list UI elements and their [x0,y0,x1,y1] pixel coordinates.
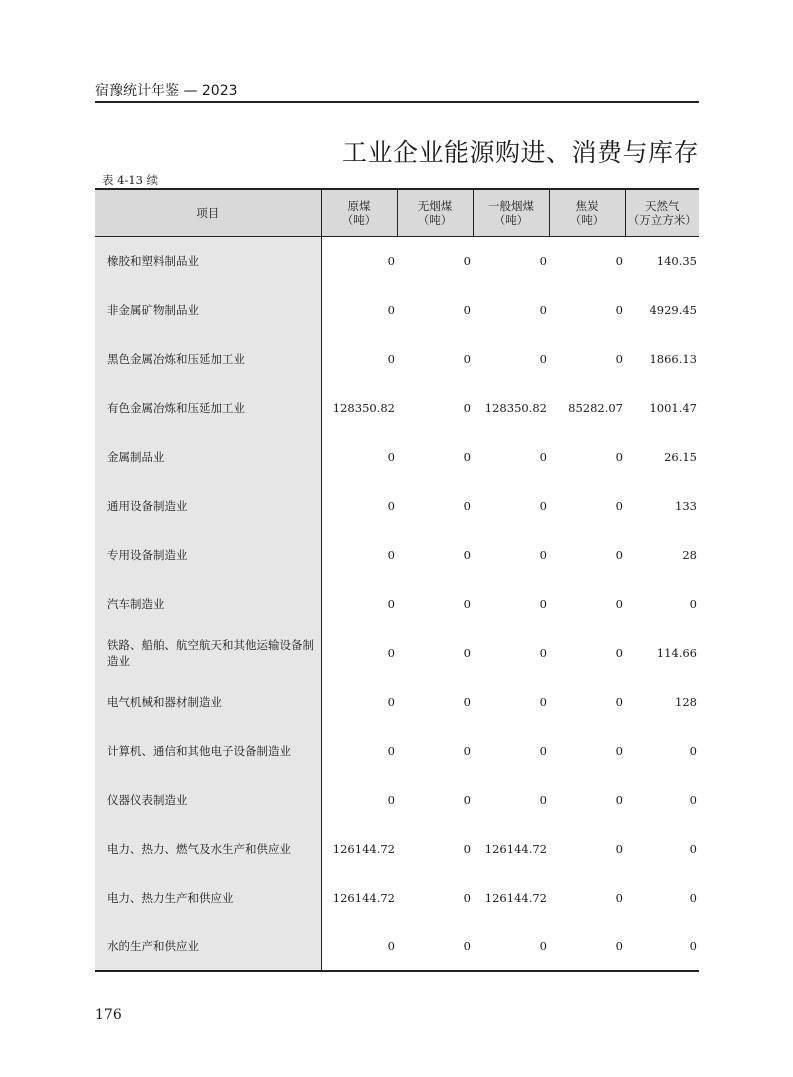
column-header-unit: （吨） [493,212,529,227]
table-cell: 0 [463,596,471,611]
table-cell: 128 [675,694,697,709]
table-cell: 0 [321,922,397,971]
table-cell: 0 [615,743,623,758]
running-header: 宿豫统计年鉴 — 2023 [95,83,238,99]
table-row [95,579,699,628]
column-header-unit: （万立方米） [627,212,697,227]
row-label: 金属制品业 [95,432,321,481]
table-cell: 0 [387,498,395,513]
table-cell: 0 [463,547,471,562]
row-label: 电力、热力生产和供应业 [95,873,321,922]
table-cell: 0 [615,694,623,709]
table-cell: 0 [387,302,395,317]
table-cell: 0 [539,792,547,807]
table-cell: 0 [463,645,471,660]
table-row [95,334,699,383]
table-cell: 0 [463,498,471,513]
column-header-label: 项目 [196,205,220,220]
table-cell: 0 [463,351,471,366]
row-label: 计算机、通信和其他电子设备制造业 [95,726,321,775]
row-label: 专用设备制造业 [95,530,321,579]
column-header-anthracite [397,189,473,236]
table-label: 表 4-13 续 [102,173,159,187]
row-label: 仪器仪表制造业 [95,775,321,824]
table-cell: 0 [539,498,547,513]
table-row [95,726,699,775]
table-cell: 126144.72 [484,841,547,856]
row-label: 铁路、船舶、航空航天和其他运输设备制造业 [95,628,321,677]
table-cell: 0 [387,547,395,562]
table-cell: 0 [463,694,471,709]
column-header-label: 天然气 [645,198,680,213]
table-cell: 0 [539,351,547,366]
table-row [95,873,699,922]
table-cell: 0 [463,253,471,268]
column-header-label: 原煤 [347,198,371,213]
table-cell: 126144.72 [332,841,395,856]
row-label: 汽车制造业 [95,579,321,628]
table-cell: 1866.13 [649,351,697,366]
table-row [95,824,699,873]
table-cell: 126144.72 [484,890,547,905]
table-row [95,432,699,481]
table-cell: 0 [387,694,395,709]
table-cell: 0 [463,890,471,905]
table-cell: 0 [615,645,623,660]
table-cell: 128350.82 [332,400,395,415]
page-title: 工业企业能源购进、消费与库存 [341,138,699,167]
table-header-row [95,189,699,236]
column-header-raw-coal [321,189,397,236]
column-header-coke [549,189,625,236]
row-label: 有色金属冶炼和压延加工业 [95,383,321,432]
column-header-natural-gas [625,189,699,236]
table-cell: 0 [387,449,395,464]
table-cell: 0 [463,841,471,856]
row-label: 非金属矿物制品业 [95,285,321,334]
table-row [95,285,699,334]
column-header-unit: （吨） [569,212,605,227]
table-cell: 0 [539,596,547,611]
table-cell: 0 [615,498,623,513]
table-cell: 0 [463,743,471,758]
table-row [95,236,699,285]
row-label: 电力、热力、燃气及水生产和供应业 [95,824,321,873]
table-cell: 0 [539,302,547,317]
table-cell: 0 [549,922,625,971]
table-cell: 0 [463,302,471,317]
table-cell: 0 [387,792,395,807]
row-label: 通用设备制造业 [95,481,321,530]
table-cell: 0 [625,922,699,971]
table-cell: 114.66 [656,645,697,660]
energy-table [95,188,699,972]
row-label: 黑色金属冶炼和压延加工业 [95,334,321,383]
table-cell: 0 [615,841,623,856]
table-row [95,775,699,824]
table-cell: 126144.72 [332,890,395,905]
page-number: 176 [95,1007,122,1023]
table-cell: 0 [615,253,623,268]
table-cell: 0 [539,645,547,660]
row-label: 电气机械和器材制造业 [95,677,321,726]
table-cell: 0 [689,841,697,856]
table-cell: 140.35 [656,253,697,268]
table-cell: 0 [387,645,395,660]
table-cell: 0 [539,449,547,464]
column-header-unit: （吨） [417,212,453,227]
table-cell: 0 [615,890,623,905]
table-cell: 0 [689,890,697,905]
table-cell: 0 [387,351,395,366]
row-label: 水的生产和供应业 [95,922,321,971]
table-cell: 4929.45 [649,302,697,317]
table-cell: 0 [387,253,395,268]
table-cell: 0 [387,743,395,758]
table-cell: 0 [615,792,623,807]
column-header-bituminous [473,189,549,236]
table-cell: 0 [463,792,471,807]
table-cell: 0 [539,743,547,758]
table-row [95,922,699,971]
column-header-label: 无烟煤 [417,198,453,213]
table-cell: 1001.47 [649,400,697,415]
table-cell: 0 [615,302,623,317]
table-cell: 0 [397,922,473,971]
table-row [95,628,699,677]
table-cell: 0 [473,922,549,971]
table-cell: 0 [689,743,697,758]
column-header-item [95,189,321,236]
table-cell: 0 [615,351,623,366]
table-row [95,530,699,579]
table-cell: 0 [539,547,547,562]
table-cell: 0 [615,547,623,562]
column-header-label: 一般烟煤 [488,198,534,213]
table-cell: 0 [463,449,471,464]
table-row [95,383,699,432]
table-cell: 0 [463,400,471,415]
table-cell: 0 [615,596,623,611]
table-cell: 0 [539,253,547,268]
table-cell: 85282.07 [568,400,623,415]
table-row [95,677,699,726]
table-row [95,481,699,530]
table-cell: 28 [682,547,697,562]
table-cell: 0 [689,792,697,807]
header-rule [95,101,699,103]
table-cell: 133 [675,498,697,513]
column-header-unit: （吨） [341,212,377,227]
table-cell: 0 [615,449,623,464]
table-cell: 0 [387,596,395,611]
table-cell: 26.15 [664,449,697,464]
table-cell: 128350.82 [484,400,547,415]
column-header-label: 焦炭 [575,198,599,213]
row-label: 橡胶和塑料制品业 [95,236,321,285]
table-cell: 0 [689,596,697,611]
table-cell: 0 [539,694,547,709]
